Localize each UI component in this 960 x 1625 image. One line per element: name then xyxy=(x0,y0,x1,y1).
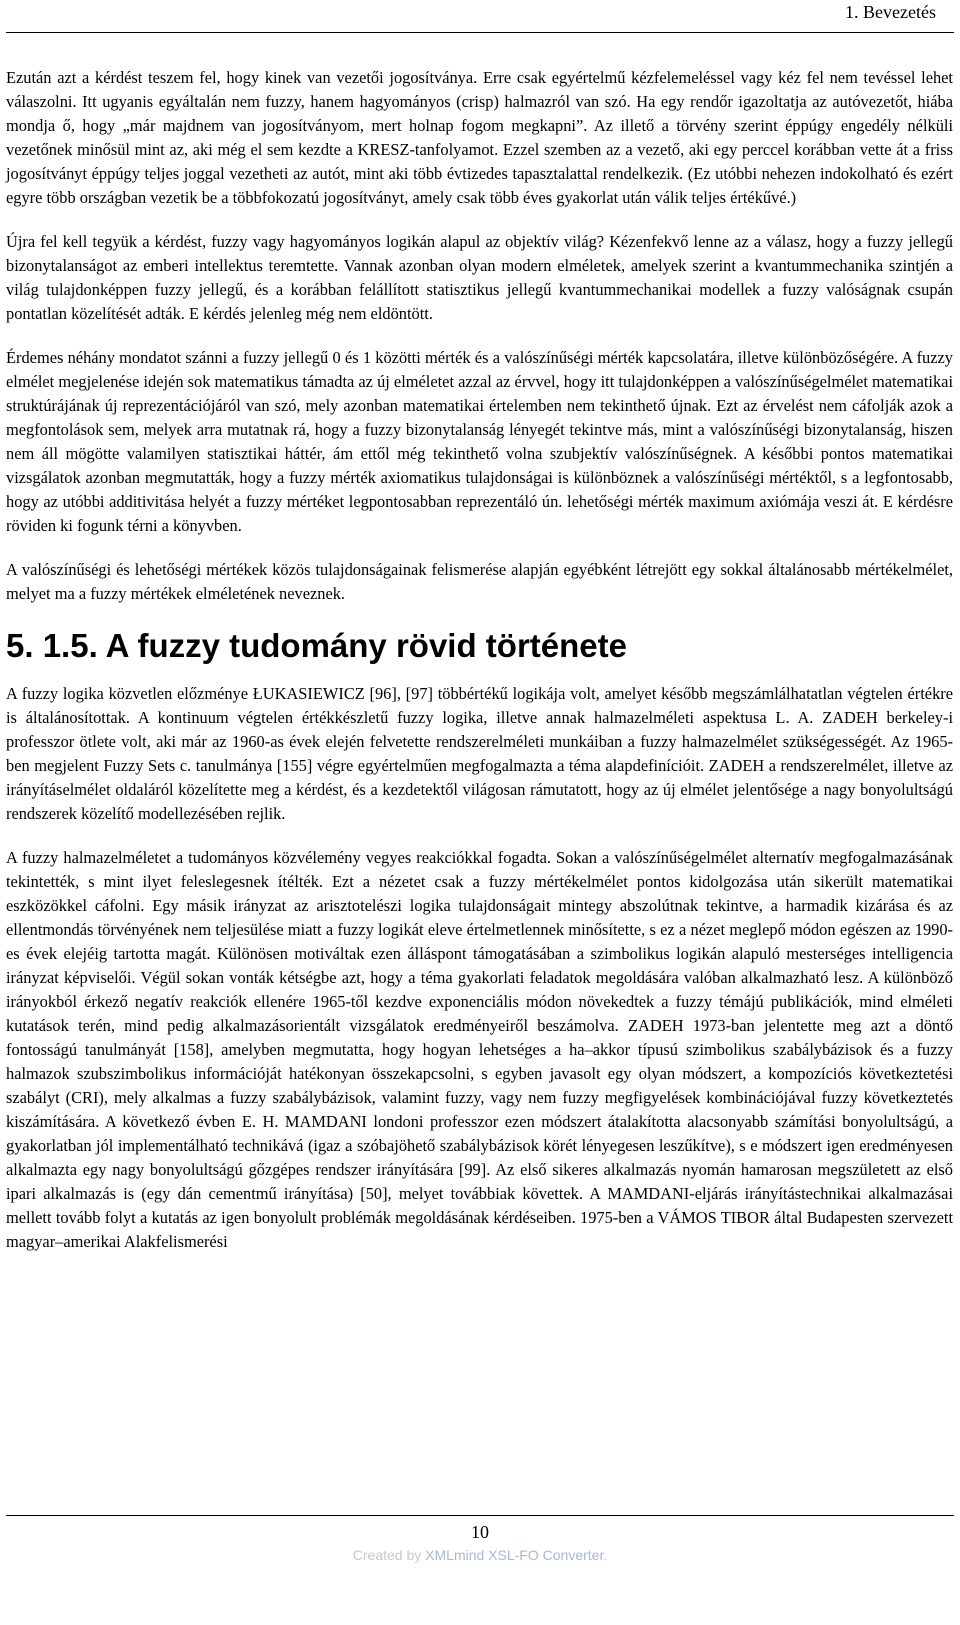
running-header: 1. Bevezetés xyxy=(845,2,936,22)
paragraph: A fuzzy logika közvetlen előzménye ŁUKASIEWICZ [96], [97] többértékű logikája volt, amelyet később megszámlálhatatlan végtelen értékre is általánosítottak. A kontinuum végtelen értékkészletű fuzzy logika, illetve annak halmazelméleti aspektusa L. A. ZADEH berkeley-i professzor ötlete volt, aki már az 1960-as évek elején felvetette rendszerelméleti munkáiban a fuzzy halmazelmélet szükségességét. Az 1965-ben megjelent Fuzzy Sets c. tanulmánya [155] végre egyértelműen megfogalmazta a téma alapdefinícióit. ZADEH a rendszerelmélet, illetve az irányításelmélet oldaláról közelítette meg a kérdést, és a kezdetektől világosan rámutatott, hogy az új elmélet jelentősége a nagy bonyolultságú rendszerek közelítő modellezésében rejlik. xyxy=(6,684,953,823)
generator-brand-link[interactable]: XMLmind XSL-FO Converter xyxy=(425,1547,604,1563)
paragraph: Újra fel kell tegyük a kérdést, fuzzy vagy hagyományos logikán alapul az objektív világ? Kézenfekvő lenne az a válasz, hogy a fuzzy jellegű bizonytalanságot az emberi intellektus teremtette. Vannak azonban olyan modern elméletek, amelyek szerint a kvantummechanika szintjén a világ tulajdonképpen fuzzy jellegű, és a korábban felállított statisztikus jellegű kvantummechanikai modellek a fuzzy valóságnak csupán pontatlan közelítését adták. E kérdés jelenleg még nem eldöntött. xyxy=(6,232,953,323)
page-content xyxy=(6,66,953,1274)
paragraph: Érdemes néhány mondatot szánni a fuzzy jellegű 0 és 1 közötti mérték és a valószínűségi mérték kapcsolatára, illetve különbözőségére. A fuzzy elmélet megjelenése idején sok matematikus támadta az új elméletet azzal az érvvel, hogy itt tulajdonképpen a valószínűségelmélet matematikai struktúrájának új reprezentációjáról van szó, mely azonban matematikai értelemben nem tekinthető újnak. Ezt az érvelést nem cáfolják azok a megfontolások sem, melyek arra mutatnak rá, hogy a fuzzy bizonytalanság lényegét tekintve más, mint a valószínűségi bizonytalanság, hiszen nem áll mögötte valamilyen statisztikai háttér, ám ettől még tekinthető volna szubjektív valószínűségnek. A későbbi pontos matematikai vizsgálatok azonban megmutatták, hogy a fuzzy mérték axiomatikus tulajdonságai is különböznek a valószínűségi mértéktől, s a legfontosabb, hogy az utóbbi additivitása helyét a fuzzy mértéket legpontosabban reprezentáló ún. lehetőségi mérték maximum axiómája veszi át. E kérdésre röviden ki fogunk térni a könyvben. xyxy=(6,348,953,535)
header-divider xyxy=(6,32,954,33)
paragraph: A valószínűségi és lehetőségi mértékek közös tulajdonságainak felismerése alapján egyébként létrejött egy sokkal általánosabb mértékelmélet, melyet ma a fuzzy mértékek elméletének neveznek. xyxy=(6,560,953,603)
generator-credit xyxy=(0,1547,960,1563)
section-heading: 5. 1.5. A fuzzy tudomány rövid története xyxy=(6,627,627,664)
generator-suffix: . xyxy=(603,1547,608,1563)
footer-divider xyxy=(6,1515,954,1516)
paragraph: Ezután azt a kérdést teszem fel, hogy kinek van vezetői jogosítványa. Erre csak egyértelmű kézfelemeléssel vagy kéz fel nem tevéssel lehet válaszolni. Itt ugyanis egyáltalán nem fuzzy, hanem hagyományos (crisp) halmazról van szó. Ha egy rendőr igazoltatja az autóvezetőt, hiába mondja ő, hogy „már majdnem van jogosítványom, mert holnap fogom megkapni”. Az illető a törvény szerint éppúgy engedély nélküli vezetőnek minősül mint az, aki még el sem kezdte a KRESZ-tanfolyamot. Ezzel szemben az a vezető, aki egy perccel korábban vette át a friss jogosítványt éppúgy teljes joggal vezetheti az autót, mint aki több évtizedes tapasztalattal rendelkezik. (Ez utóbbi nehezen indokolható és ezért egyre több országban vezetik be a többfokozatú jogosítványt, amely csak több éves gyakorlat után válik teljes értékűvé.) xyxy=(6,68,953,207)
paragraph: A fuzzy halmazelméletet a tudományos közvélemény vegyes reakciókkal fogadta. Sokan a valószínűségelmélet alternatív megfogalmazásának tekintették, s mint ilyet feleslegesnek ítélték. Ezt a nézetet csak a fuzzy mértékelmélet pontos kidolgozása után sikerült matematikai eszközökkel cáfolni. Egy másik irányzat az arisztotelészi logika tulajdonságait mintegy abszolútnak tekintve, a harmadik kizárása és az ellentmondás törvényének nem teljesülése miatt a fuzzy logikát eleve értelmetlennek minősítette, s ez a nézet meglepő módon egészen az 1990-es évek elejéig tartotta magát. Különösen motiváltak ezen álláspont támogatásában a szimbolikus logikán alapuló mesterséges intelligencia irányzat képviselői. Végül sokan vonták kétségbe azt, hogy a téma gyakorlati feladatok megoldására valóban alkalmazható lesz. A különböző irányokból érkező negatív reakciók ellenére 1965-től kezdve exponenciális módon növekedtek a fuzzy témájú publikációk, mind elméleti kutatások terén, mind pedig alkalmazásorientált vizsgálatok eredményeiről beszámolva. ZADEH 1973-ban jelentette meg azt a döntő fontosságú tanulmányát [158], amelyben megmutatta, hogy hogyan lehetséges a ha–akkor típusú szimbolikus szabálybázisok és a fuzzy halmazok szubszimbolikus információját hatékonyan összekapcsolni, s egyben javasolt egy olyan módszert, a kompozíciós következtetési szabályt (CRI), mely alkalmas a fuzzy szabálybázisok, valamint fuzzy, vagy nem fuzzy megfigyelések kombinációjával fuzzy következtetés kiszámítására. A következő évben E. H. MAMDANI londoni professzor ezen módszert átalakította alacsonyabb számítási bonyolultságú, a gyakorlatban jól implementálható technikává (igaz a szóbajöhető szabálybázisok körét lényegesen leszűkítve), s e módszert igen eredményesen alkalmazta egy nagy bonyolultságú gőzgépes rendszer irányítására [99]. Az első sikeres alkalmazás nyomán hamarosan megszületett az első ipari alkalmazás is (egy dán cementmű irányítása) [50], melyet továbbiak követtek. A MAMDANI-eljárás irányítástechnikai alkalmazásai mellett tovább folyt a kutatás az igen bonyolult problémák megoldásának kérdéseiben. 1975-ben a VÁMOS TIBOR által Budapesten szervezett magyar–amerikai Alakfelismerési xyxy=(6,848,953,1251)
page-number: 10 xyxy=(471,1522,489,1542)
generator-prefix: Created by xyxy=(352,1547,426,1563)
